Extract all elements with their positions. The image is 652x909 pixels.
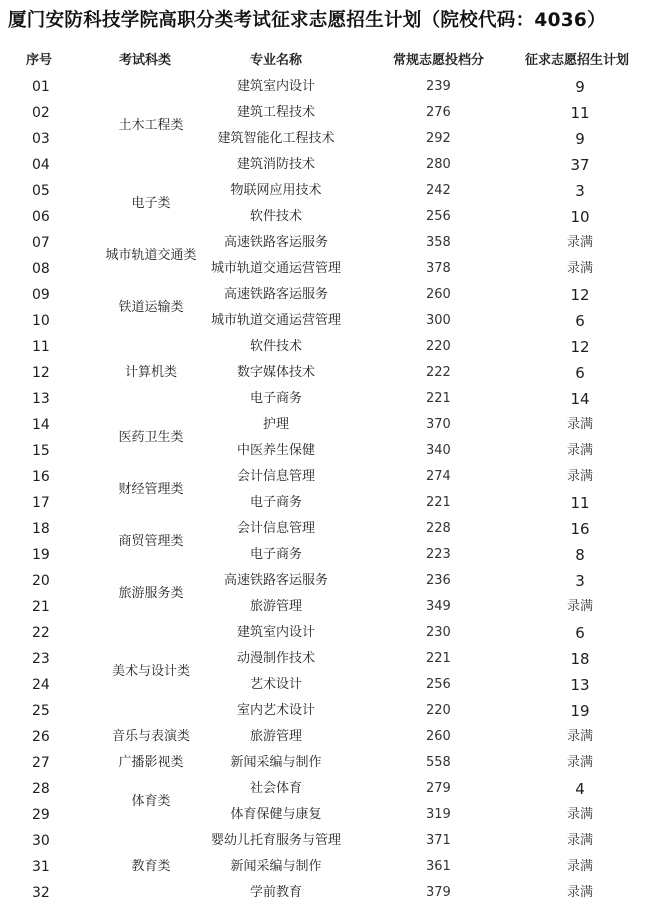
supplementary-plan: 8 xyxy=(575,546,585,564)
major-name: 建筑消防技术 xyxy=(236,157,315,172)
supplementary-plan: 9 xyxy=(575,78,585,96)
row-number: 10 xyxy=(32,313,50,329)
supplementary-plan: 录满 xyxy=(566,755,593,770)
admission-score: 239 xyxy=(426,79,451,94)
exam-category: 美术与设计类 xyxy=(111,664,190,679)
admission-score: 558 xyxy=(426,755,451,770)
admission-score: 358 xyxy=(426,235,451,250)
page-title: 厦门安防科技学院高职分类考试征求志愿招生计划（院校代码：4036） xyxy=(8,10,606,31)
admission-score: 222 xyxy=(426,365,451,380)
major-name: 艺术设计 xyxy=(249,677,302,692)
exam-category: 广播影视类 xyxy=(118,755,184,770)
major-name: 室内艺术设计 xyxy=(236,703,315,718)
major-name: 旅游管理 xyxy=(249,729,302,744)
supplementary-plan: 6 xyxy=(575,364,585,382)
row-number: 25 xyxy=(32,703,50,719)
exam-category: 音乐与表演类 xyxy=(111,729,190,744)
major-name: 会计信息管理 xyxy=(236,521,315,536)
exam-category: 旅游服务类 xyxy=(118,586,184,601)
table-row xyxy=(0,386,652,412)
row-number: 18 xyxy=(32,521,50,537)
supplementary-plan: 录满 xyxy=(566,859,593,874)
exam-category: 教育类 xyxy=(131,859,171,874)
row-number: 22 xyxy=(32,625,50,641)
major-name: 社会体育 xyxy=(249,781,302,796)
admission-score: 280 xyxy=(426,157,451,172)
admission-score: 220 xyxy=(426,703,451,718)
major-name: 护理 xyxy=(262,417,289,432)
admission-score: 230 xyxy=(426,625,451,640)
admission-score: 371 xyxy=(426,833,451,848)
admission-score: 292 xyxy=(426,131,451,146)
admission-score: 260 xyxy=(426,729,451,744)
supplementary-plan: 16 xyxy=(570,520,590,538)
supplementary-plan: 录满 xyxy=(566,443,593,458)
major-name: 动漫制作技术 xyxy=(236,651,315,666)
exam-category: 城市轨道交通类 xyxy=(105,248,197,263)
supplementary-plan: 录满 xyxy=(566,729,593,744)
major-name: 建筑工程技术 xyxy=(236,105,315,120)
admission-score: 340 xyxy=(426,443,451,458)
row-number: 05 xyxy=(32,183,50,199)
header-no: 序号 xyxy=(26,53,53,68)
row-number: 08 xyxy=(32,261,50,277)
table-row xyxy=(0,152,652,178)
table-row xyxy=(0,698,652,724)
header-plan: 征求志愿招生计划 xyxy=(525,53,630,68)
table-row xyxy=(0,828,652,854)
row-number: 31 xyxy=(32,859,50,875)
major-name: 会计信息管理 xyxy=(236,469,315,484)
row-number: 14 xyxy=(32,417,50,433)
major-name: 软件技术 xyxy=(249,339,302,354)
admission-score: 300 xyxy=(426,313,451,328)
supplementary-plan: 13 xyxy=(570,676,590,694)
row-number: 12 xyxy=(32,365,50,381)
table-row xyxy=(0,74,652,100)
row-number: 23 xyxy=(32,651,50,667)
major-name: 电子商务 xyxy=(249,391,302,406)
admission-score: 256 xyxy=(426,209,451,224)
row-number: 13 xyxy=(32,391,50,407)
admission-score: 370 xyxy=(426,417,451,432)
supplementary-plan: 3 xyxy=(575,572,585,590)
exam-category: 土木工程类 xyxy=(118,118,184,133)
row-number: 29 xyxy=(32,807,50,823)
header-score: 常规志愿投档分 xyxy=(393,53,485,68)
supplementary-plan: 4 xyxy=(575,780,585,798)
admission-score: 221 xyxy=(426,651,451,666)
supplementary-plan: 12 xyxy=(570,286,590,304)
supplementary-plan: 19 xyxy=(570,702,590,720)
supplementary-plan: 6 xyxy=(575,624,585,642)
row-number: 15 xyxy=(32,443,50,459)
row-number: 02 xyxy=(32,105,50,121)
supplementary-plan: 录满 xyxy=(566,469,593,484)
table-row xyxy=(0,334,652,360)
row-number: 26 xyxy=(32,729,50,745)
supplementary-plan: 11 xyxy=(570,494,590,512)
exam-category: 医药卫生类 xyxy=(118,430,184,445)
admission-score: 319 xyxy=(426,807,451,822)
exam-category: 财经管理类 xyxy=(118,482,184,497)
exam-category: 商贸管理类 xyxy=(118,534,184,549)
major-name: 高速铁路客运服务 xyxy=(223,573,328,588)
admission-score: 236 xyxy=(426,573,451,588)
supplementary-plan: 录满 xyxy=(566,235,593,250)
admission-score: 378 xyxy=(426,261,451,276)
admission-score: 260 xyxy=(426,287,451,302)
admission-score: 274 xyxy=(426,469,451,484)
major-name: 电子商务 xyxy=(249,495,302,510)
supplementary-plan: 录满 xyxy=(566,807,593,822)
supplementary-plan: 14 xyxy=(570,390,590,408)
row-number: 30 xyxy=(32,833,50,849)
supplementary-plan: 11 xyxy=(570,104,590,122)
major-name: 学前教育 xyxy=(249,885,302,900)
supplementary-plan: 18 xyxy=(570,650,590,668)
supplementary-plan: 12 xyxy=(570,338,590,356)
table-row xyxy=(0,620,652,646)
row-number: 17 xyxy=(32,495,50,511)
major-name: 体育保健与康复 xyxy=(230,807,322,822)
row-number: 11 xyxy=(32,339,50,355)
major-name: 婴幼儿托育服务与管理 xyxy=(210,833,341,848)
exam-category: 体育类 xyxy=(131,794,171,809)
row-number: 09 xyxy=(32,287,50,303)
row-number: 16 xyxy=(32,469,50,485)
admission-score: 279 xyxy=(426,781,451,796)
major-name: 建筑智能化工程技术 xyxy=(217,131,335,146)
row-number: 21 xyxy=(32,599,50,615)
major-name: 建筑室内设计 xyxy=(236,79,315,94)
major-name: 物联网应用技术 xyxy=(230,183,322,198)
major-name: 城市轨道交通运营管理 xyxy=(210,313,341,328)
row-number: 27 xyxy=(32,755,50,771)
supplementary-plan: 录满 xyxy=(566,885,593,900)
major-name: 城市轨道交通运营管理 xyxy=(210,261,341,276)
major-name: 新闻采编与制作 xyxy=(230,859,322,874)
table-row xyxy=(0,880,652,906)
major-name: 电子商务 xyxy=(249,547,302,562)
table-body xyxy=(0,74,652,906)
enrollment-plan-table xyxy=(0,44,652,906)
admission-score: 379 xyxy=(426,885,451,900)
admission-score: 256 xyxy=(426,677,451,692)
supplementary-plan: 录满 xyxy=(566,417,593,432)
admission-score: 242 xyxy=(426,183,451,198)
admission-score: 349 xyxy=(426,599,451,614)
admission-score: 221 xyxy=(426,495,451,510)
exam-category: 铁道运输类 xyxy=(118,300,184,315)
supplementary-plan: 10 xyxy=(570,208,590,226)
supplementary-plan: 3 xyxy=(575,182,585,200)
supplementary-plan: 录满 xyxy=(566,833,593,848)
header-category: 考试科类 xyxy=(119,53,172,68)
row-number: 01 xyxy=(32,79,50,95)
row-number: 04 xyxy=(32,157,50,173)
supplementary-plan: 6 xyxy=(575,312,585,330)
admission-score: 361 xyxy=(426,859,451,874)
row-number: 19 xyxy=(32,547,50,563)
table-header xyxy=(0,44,652,74)
supplementary-plan: 9 xyxy=(575,130,585,148)
supplementary-plan: 37 xyxy=(570,156,590,174)
major-name: 新闻采编与制作 xyxy=(230,755,322,770)
row-number: 03 xyxy=(32,131,50,147)
row-number: 24 xyxy=(32,677,50,693)
row-number: 07 xyxy=(32,235,50,251)
row-number: 28 xyxy=(32,781,50,797)
supplementary-plan: 录满 xyxy=(566,599,593,614)
supplementary-plan: 录满 xyxy=(566,261,593,276)
admission-score: 276 xyxy=(426,105,451,120)
exam-category: 计算机类 xyxy=(124,365,177,380)
major-name: 高速铁路客运服务 xyxy=(223,287,328,302)
major-name: 软件技术 xyxy=(249,209,302,224)
admission-score: 228 xyxy=(426,521,451,536)
major-name: 中医养生保健 xyxy=(236,443,315,458)
major-name: 高速铁路客运服务 xyxy=(223,235,328,250)
row-number: 06 xyxy=(32,209,50,225)
row-number: 20 xyxy=(32,573,50,589)
admission-score: 223 xyxy=(426,547,451,562)
header-major: 专业名称 xyxy=(250,53,303,68)
row-number: 32 xyxy=(32,885,50,901)
major-name: 旅游管理 xyxy=(249,599,302,614)
admission-score: 221 xyxy=(426,391,451,406)
exam-category: 电子类 xyxy=(131,196,171,211)
admission-score: 220 xyxy=(426,339,451,354)
major-name: 数字媒体技术 xyxy=(236,365,315,380)
major-name: 建筑室内设计 xyxy=(236,625,315,640)
